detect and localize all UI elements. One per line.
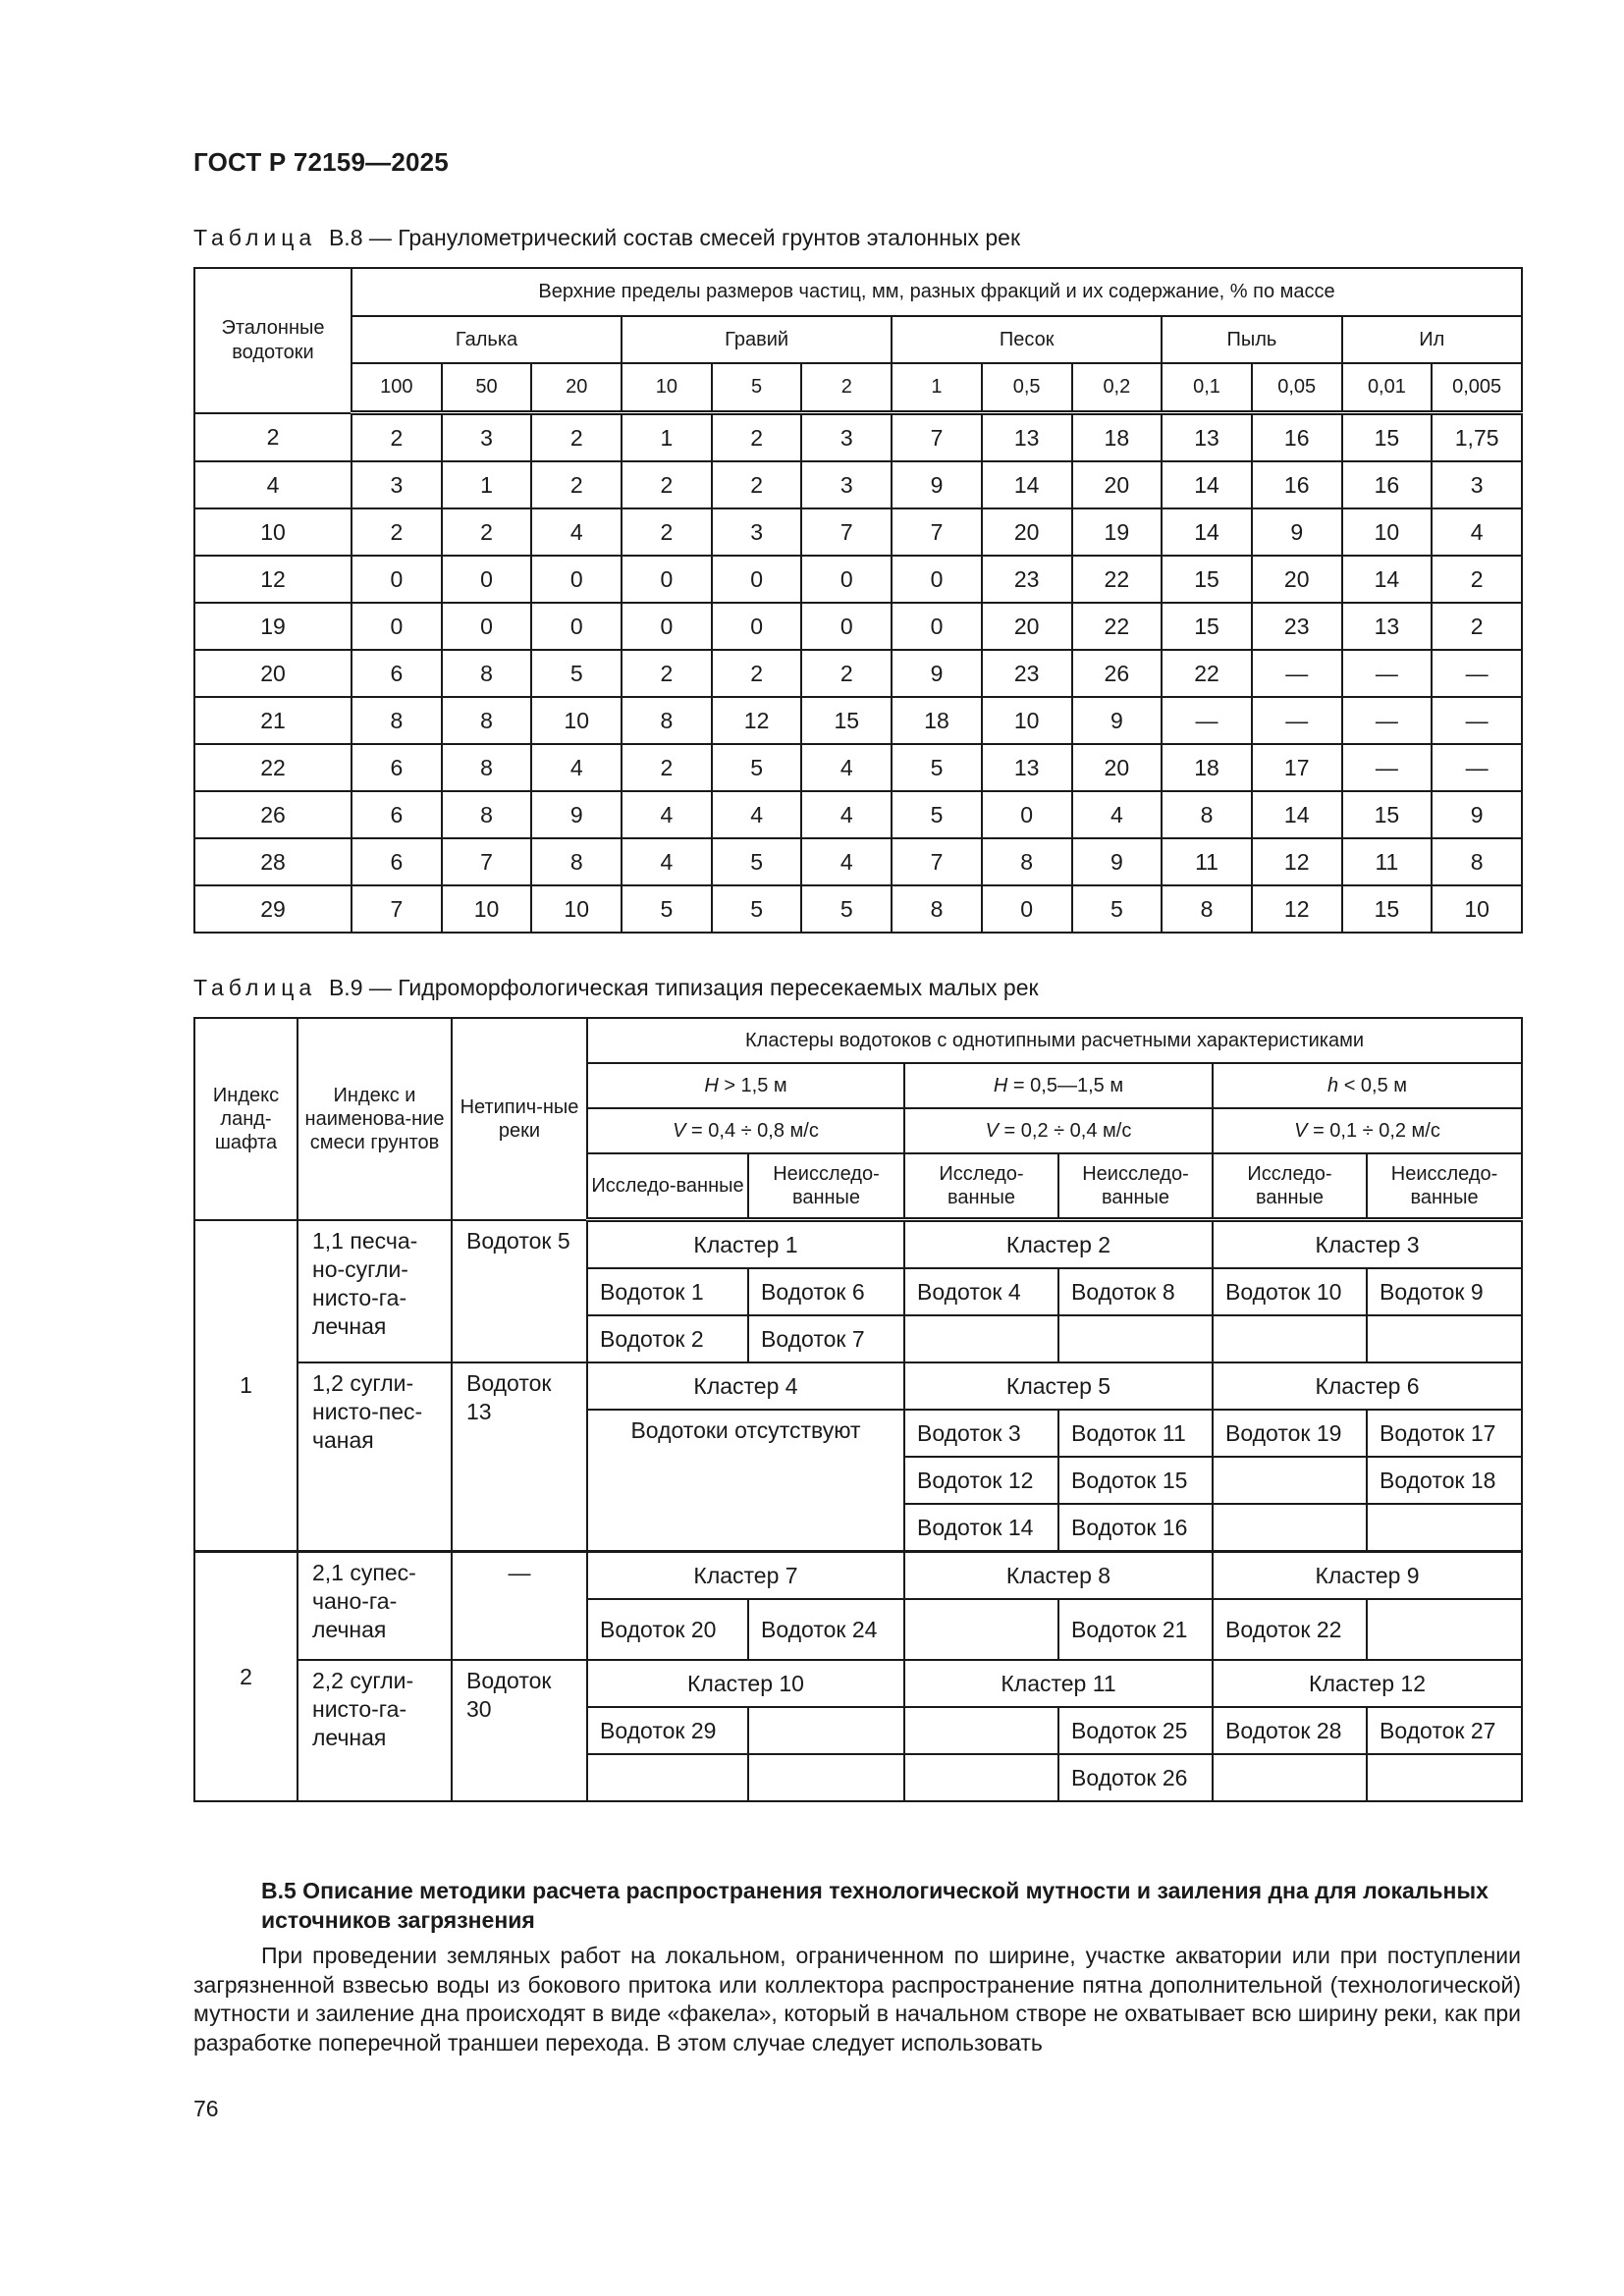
stream-id-cell: 26 — [194, 791, 352, 838]
value-cell: 2 — [622, 744, 712, 791]
depth-header: H > 1,5 м — [587, 1063, 904, 1108]
value-cell: 4 — [1072, 791, 1163, 838]
streams-absent-note: Водотоки отсутствуют — [587, 1410, 904, 1552]
value-cell: 2 — [712, 461, 802, 508]
size-header: 0,05 — [1252, 363, 1342, 413]
stream-cell — [904, 1754, 1058, 1801]
value-cell: 0 — [622, 556, 712, 603]
value-cell: — — [1252, 650, 1342, 697]
value-cell: 5 — [712, 885, 802, 933]
value-cell: — — [1342, 650, 1433, 697]
stream-cell — [904, 1315, 1058, 1362]
document-id: ГОСТ Р 72159—2025 — [193, 147, 449, 177]
value-cell: 20 — [982, 508, 1072, 556]
value-cell: 9 — [892, 461, 982, 508]
studied-header: Исследо-ванные — [1213, 1153, 1367, 1220]
value-cell: 0 — [442, 556, 532, 603]
value-cell: 5 — [892, 744, 982, 791]
cluster-label: Кластер 11 — [904, 1660, 1213, 1707]
body-paragraph: При проведении земляных работ на локальном, ограниченном по ширине, участке акватории или при поступлении загрязненной взвесью воды из бокового притока или коллектора распространение пятна дополнительной (технологической) мутности и заиление дна происходят в виде «факела», который в начальном створе не охватывает всю ширину реки, как при разработке поперечной траншеи перехода. В этом случае следует использовать — [193, 1943, 1521, 2056]
stream-cell — [1213, 1457, 1367, 1504]
value-cell: 9 — [531, 791, 622, 838]
value-cell: 2 — [622, 461, 712, 508]
fraction-header: Галька — [352, 316, 622, 363]
value-cell: 14 — [1252, 791, 1342, 838]
value-cell: 22 — [1072, 603, 1163, 650]
size-header: 100 — [352, 363, 442, 413]
size-header: 0,005 — [1432, 363, 1522, 413]
stream-id-cell: 28 — [194, 838, 352, 885]
value-cell: 11 — [1162, 838, 1252, 885]
column-header-atypical-rivers: Нетипич-ные реки — [452, 1018, 587, 1220]
value-cell: 19 — [1072, 508, 1163, 556]
soil-mix-name: 2,2 сугли-нисто-га-лечная — [298, 1660, 452, 1801]
section-heading: В.5 Описание методики расчета распространения технологической мутности и заиления дна для локальных источников загрязнения — [261, 1878, 1489, 1933]
value-cell: — — [1252, 697, 1342, 744]
value-cell: 4 — [801, 744, 892, 791]
value-cell: 2 — [622, 650, 712, 697]
value-cell: 2 — [352, 413, 442, 462]
cluster-label: Кластер 12 — [1213, 1660, 1522, 1707]
stream-cell — [1367, 1754, 1522, 1801]
value-cell: 7 — [442, 838, 532, 885]
table-b8 — [193, 267, 1523, 934]
value-cell: 4 — [622, 838, 712, 885]
value-cell: 9 — [1072, 697, 1163, 744]
stream-cell — [904, 1599, 1058, 1660]
value-cell: 0 — [531, 603, 622, 650]
value-cell: 12 — [1252, 885, 1342, 933]
value-cell: 15 — [801, 697, 892, 744]
value-cell: 4 — [1432, 508, 1522, 556]
velocity-header: V = 0,4 ÷ 0,8 м/с — [587, 1108, 904, 1153]
value-cell: 9 — [892, 650, 982, 697]
cluster-label: Кластер 5 — [904, 1362, 1213, 1410]
value-cell: 18 — [892, 697, 982, 744]
stream-cell: Водоток 6 — [748, 1268, 904, 1315]
soil-mix-name: 1,1 песча-но-сугли-нисто-га-лечная — [298, 1220, 452, 1363]
size-header: 2 — [801, 363, 892, 413]
value-cell: 2 — [1432, 556, 1522, 603]
value-cell: 3 — [801, 413, 892, 462]
value-cell: — — [1342, 697, 1433, 744]
value-cell: 10 — [442, 885, 532, 933]
value-cell: 0 — [352, 603, 442, 650]
value-cell: 8 — [442, 697, 532, 744]
value-cell: 12 — [1252, 838, 1342, 885]
value-cell: 2 — [442, 508, 532, 556]
value-cell: 1 — [442, 461, 532, 508]
value-cell: 0 — [712, 603, 802, 650]
value-cell: 14 — [982, 461, 1072, 508]
stream-cell — [1367, 1504, 1522, 1552]
value-cell: 8 — [982, 838, 1072, 885]
studied-header: Исследо-ванные — [587, 1153, 748, 1220]
caption-prefix: Таблица — [193, 975, 317, 1000]
stream-cell: Водоток 24 — [748, 1599, 904, 1660]
value-cell: 2 — [622, 508, 712, 556]
table-row — [194, 461, 1522, 508]
value-cell: 3 — [801, 461, 892, 508]
stream-cell: Водоток 20 — [587, 1599, 748, 1660]
table-row — [194, 508, 1522, 556]
stream-cell — [1213, 1315, 1367, 1362]
value-cell: 18 — [1072, 413, 1163, 462]
value-cell: 8 — [442, 650, 532, 697]
cluster-label: Кластер 7 — [587, 1552, 904, 1600]
value-cell: 2 — [712, 413, 802, 462]
column-header-soil-mix: Индекс и наименова-ние смеси грунтов — [298, 1018, 452, 1220]
value-cell: 3 — [712, 508, 802, 556]
stream-id-cell: 2 — [194, 413, 352, 462]
stream-cell: Водоток 16 — [1058, 1504, 1213, 1552]
stream-cell: Водоток 19 — [1213, 1410, 1367, 1457]
stream-cell: Водоток 28 — [1213, 1707, 1367, 1754]
fraction-header: Ил — [1342, 316, 1523, 363]
stream-id-cell: 29 — [194, 885, 352, 933]
value-cell: 0 — [982, 885, 1072, 933]
atypical-river: Водоток 30 — [452, 1660, 587, 1801]
page-number: 76 — [193, 2096, 219, 2121]
value-cell: 2 — [531, 413, 622, 462]
value-cell: 10 — [1342, 508, 1433, 556]
value-cell: 11 — [1342, 838, 1433, 885]
value-cell: — — [1162, 697, 1252, 744]
value-cell: 4 — [712, 791, 802, 838]
value-cell: 22 — [1162, 650, 1252, 697]
value-cell: 0 — [801, 556, 892, 603]
stream-cell: Водоток 15 — [1058, 1457, 1213, 1504]
stream-cell: Водоток 7 — [748, 1315, 904, 1362]
column-header-reference-streams: Эталонные водотоки — [194, 268, 352, 413]
size-header: 1 — [892, 363, 982, 413]
stream-cell: Водоток 27 — [1367, 1707, 1522, 1754]
studied-header: Исследо-ванные — [904, 1153, 1058, 1220]
value-cell: 14 — [1342, 556, 1433, 603]
size-header: 0,5 — [982, 363, 1072, 413]
atypical-river: Водоток 5 — [452, 1220, 587, 1363]
cluster-label: Кластер 9 — [1213, 1552, 1522, 1600]
value-cell: 22 — [1072, 556, 1163, 603]
stream-id-cell: 21 — [194, 697, 352, 744]
value-cell: 5 — [531, 650, 622, 697]
fraction-header: Гравий — [622, 316, 892, 363]
value-cell: 16 — [1252, 413, 1342, 462]
value-cell: 23 — [982, 556, 1072, 603]
cluster-label: Кластер 3 — [1213, 1220, 1522, 1269]
column-group-header: Верхние пределы размеров частиц, мм, разных фракций и их содержание, % по массе — [352, 268, 1522, 316]
value-cell: 5 — [622, 885, 712, 933]
value-cell: 0 — [712, 556, 802, 603]
value-cell: 0 — [982, 791, 1072, 838]
stream-cell: Водоток 25 — [1058, 1707, 1213, 1754]
value-cell: 6 — [352, 791, 442, 838]
value-cell: 15 — [1342, 885, 1433, 933]
table-row — [194, 556, 1522, 603]
size-header: 0,01 — [1342, 363, 1433, 413]
value-cell: 5 — [892, 791, 982, 838]
value-cell: 5 — [801, 885, 892, 933]
table-row — [194, 838, 1522, 885]
value-cell: 20 — [1072, 744, 1163, 791]
value-cell: — — [1432, 697, 1522, 744]
cluster-label: Кластер 4 — [587, 1362, 904, 1410]
value-cell: 8 — [442, 791, 532, 838]
stream-cell: Водоток 29 — [587, 1707, 748, 1754]
stream-cell: Водоток 11 — [1058, 1410, 1213, 1457]
stream-cell: Водоток 1 — [587, 1268, 748, 1315]
value-cell: 0 — [892, 556, 982, 603]
value-cell: 8 — [531, 838, 622, 885]
table-row — [194, 744, 1522, 791]
stream-cell: Водоток 26 — [1058, 1754, 1213, 1801]
size-header: 10 — [622, 363, 712, 413]
value-cell: 14 — [1162, 508, 1252, 556]
value-cell: 7 — [801, 508, 892, 556]
value-cell: 4 — [531, 508, 622, 556]
value-cell: 10 — [531, 885, 622, 933]
clusters-header: Кластеры водотоков с однотипными расчетными характеристиками — [587, 1018, 1522, 1063]
unstudied-header: Неисследо-ванные — [1058, 1153, 1213, 1220]
value-cell: — — [1432, 650, 1522, 697]
value-cell: 2 — [801, 650, 892, 697]
atypical-river: Водоток 13 — [452, 1362, 587, 1552]
stream-cell: Водоток 2 — [587, 1315, 748, 1362]
stream-cell — [748, 1707, 904, 1754]
table-row — [194, 885, 1522, 933]
cluster-label: Кластер 10 — [587, 1660, 904, 1707]
cluster-label: Кластер 8 — [904, 1552, 1213, 1600]
unstudied-header: Неисследо-ванные — [1367, 1153, 1522, 1220]
value-cell: 13 — [982, 413, 1072, 462]
size-header: 50 — [442, 363, 532, 413]
value-cell: 13 — [982, 744, 1072, 791]
atypical-river: — — [452, 1552, 587, 1661]
value-cell: 16 — [1252, 461, 1342, 508]
value-cell: 1,75 — [1432, 413, 1522, 462]
value-cell: 8 — [1162, 791, 1252, 838]
soil-mix-name: 2,1 супес-чано-га-лечная — [298, 1552, 452, 1661]
value-cell: 4 — [531, 744, 622, 791]
table-b9 — [193, 1017, 1523, 1802]
table-b8-caption — [193, 225, 1020, 251]
value-cell: 6 — [352, 650, 442, 697]
value-cell: 9 — [1072, 838, 1163, 885]
stream-id-cell: 20 — [194, 650, 352, 697]
value-cell: 9 — [1432, 791, 1522, 838]
value-cell: 23 — [982, 650, 1072, 697]
caption-prefix: Таблица — [193, 225, 317, 250]
value-cell: 15 — [1342, 791, 1433, 838]
value-cell: 17 — [1252, 744, 1342, 791]
value-cell: 8 — [622, 697, 712, 744]
value-cell: 20 — [1252, 556, 1342, 603]
stream-cell: Водоток 17 — [1367, 1410, 1522, 1457]
landscape-index: 2 — [194, 1552, 298, 1802]
value-cell: 0 — [801, 603, 892, 650]
stream-cell: Водоток 4 — [904, 1268, 1058, 1315]
depth-header: h < 0,5 м — [1213, 1063, 1522, 1108]
cluster-label: Кластер 2 — [904, 1220, 1213, 1269]
stream-cell: Водоток 10 — [1213, 1268, 1367, 1315]
value-cell: 7 — [892, 413, 982, 462]
table-b9-caption — [193, 975, 1039, 1001]
stream-cell — [748, 1754, 904, 1801]
size-header: 0,1 — [1162, 363, 1252, 413]
value-cell: 0 — [352, 556, 442, 603]
cluster-label: Кластер 6 — [1213, 1362, 1522, 1410]
value-cell: 2 — [712, 650, 802, 697]
stream-cell: Водоток 18 — [1367, 1457, 1522, 1504]
caption-text: В.9 — Гидроморфологическая типизация пересекаемых малых рек — [328, 975, 1039, 1000]
stream-cell — [904, 1707, 1058, 1754]
table-row — [194, 603, 1522, 650]
size-header: 5 — [712, 363, 802, 413]
value-cell: 8 — [442, 744, 532, 791]
value-cell: 9 — [1252, 508, 1342, 556]
stream-cell — [1058, 1315, 1213, 1362]
stream-cell — [1213, 1754, 1367, 1801]
stream-cell: Водоток 12 — [904, 1457, 1058, 1504]
value-cell: 15 — [1162, 556, 1252, 603]
value-cell: 5 — [1072, 885, 1163, 933]
value-cell: 4 — [801, 838, 892, 885]
stream-id-cell: 19 — [194, 603, 352, 650]
size-header: 0,2 — [1072, 363, 1163, 413]
value-cell: 0 — [622, 603, 712, 650]
unstudied-header: Неисследо-ванные — [748, 1153, 904, 1220]
value-cell: 2 — [352, 508, 442, 556]
value-cell: 1 — [622, 413, 712, 462]
value-cell: 8 — [892, 885, 982, 933]
value-cell: 5 — [712, 838, 802, 885]
stream-cell — [587, 1754, 748, 1801]
value-cell: — — [1342, 744, 1433, 791]
value-cell: 2 — [531, 461, 622, 508]
value-cell: 3 — [442, 413, 532, 462]
value-cell: 10 — [531, 697, 622, 744]
fraction-header: Пыль — [1162, 316, 1341, 363]
stream-id-cell: 4 — [194, 461, 352, 508]
value-cell: 8 — [1432, 838, 1522, 885]
caption-text: В.8 — Гранулометрический состав смесей грунтов эталонных рек — [328, 225, 1021, 250]
fraction-header: Песок — [892, 316, 1162, 363]
value-cell: 4 — [801, 791, 892, 838]
value-cell: 15 — [1342, 413, 1433, 462]
table-row — [194, 791, 1522, 838]
stream-cell: Водоток 14 — [904, 1504, 1058, 1552]
table-row — [194, 650, 1522, 697]
value-cell: 0 — [892, 603, 982, 650]
value-cell: 10 — [1432, 885, 1522, 933]
stream-id-cell: 10 — [194, 508, 352, 556]
stream-cell: Водоток 3 — [904, 1410, 1058, 1457]
value-cell: 14 — [1162, 461, 1252, 508]
stream-cell: Водоток 21 — [1058, 1599, 1213, 1660]
value-cell: 2 — [1432, 603, 1522, 650]
value-cell: 5 — [712, 744, 802, 791]
value-cell: 13 — [1342, 603, 1433, 650]
value-cell: 6 — [352, 838, 442, 885]
table-row — [194, 413, 1522, 462]
value-cell: 23 — [1252, 603, 1342, 650]
soil-mix-name: 1,2 сугли-нисто-пес-чаная — [298, 1362, 452, 1552]
cluster-label: Кластер 1 — [587, 1220, 904, 1269]
value-cell: 20 — [982, 603, 1072, 650]
stream-cell — [1213, 1504, 1367, 1552]
value-cell: 15 — [1162, 603, 1252, 650]
stream-id-cell: 12 — [194, 556, 352, 603]
value-cell: 3 — [352, 461, 442, 508]
value-cell: 8 — [352, 697, 442, 744]
value-cell: 10 — [982, 697, 1072, 744]
value-cell: 20 — [1072, 461, 1163, 508]
stream-id-cell: 22 — [194, 744, 352, 791]
table-row — [194, 697, 1522, 744]
value-cell: 6 — [352, 744, 442, 791]
velocity-header: V = 0,1 ÷ 0,2 м/с — [1213, 1108, 1522, 1153]
value-cell: — — [1432, 744, 1522, 791]
value-cell: 26 — [1072, 650, 1163, 697]
column-header-landscape-index: Индекс ланд-шафта — [194, 1018, 298, 1220]
stream-cell — [1367, 1315, 1522, 1362]
size-header: 20 — [531, 363, 622, 413]
value-cell: 13 — [1162, 413, 1252, 462]
value-cell: 0 — [531, 556, 622, 603]
value-cell: 4 — [622, 791, 712, 838]
stream-cell: Водоток 9 — [1367, 1268, 1522, 1315]
value-cell: 18 — [1162, 744, 1252, 791]
value-cell: 12 — [712, 697, 802, 744]
stream-cell: Водоток 8 — [1058, 1268, 1213, 1315]
velocity-header: V = 0,2 ÷ 0,4 м/с — [904, 1108, 1213, 1153]
value-cell: 7 — [892, 838, 982, 885]
value-cell: 0 — [442, 603, 532, 650]
value-cell: 7 — [892, 508, 982, 556]
depth-header: H = 0,5—1,5 м — [904, 1063, 1213, 1108]
stream-cell: Водоток 22 — [1213, 1599, 1367, 1660]
value-cell: 8 — [1162, 885, 1252, 933]
landscape-index: 1 — [194, 1220, 298, 1552]
value-cell: 7 — [352, 885, 442, 933]
value-cell: 3 — [1432, 461, 1522, 508]
stream-cell — [1367, 1599, 1522, 1660]
value-cell: 16 — [1342, 461, 1433, 508]
